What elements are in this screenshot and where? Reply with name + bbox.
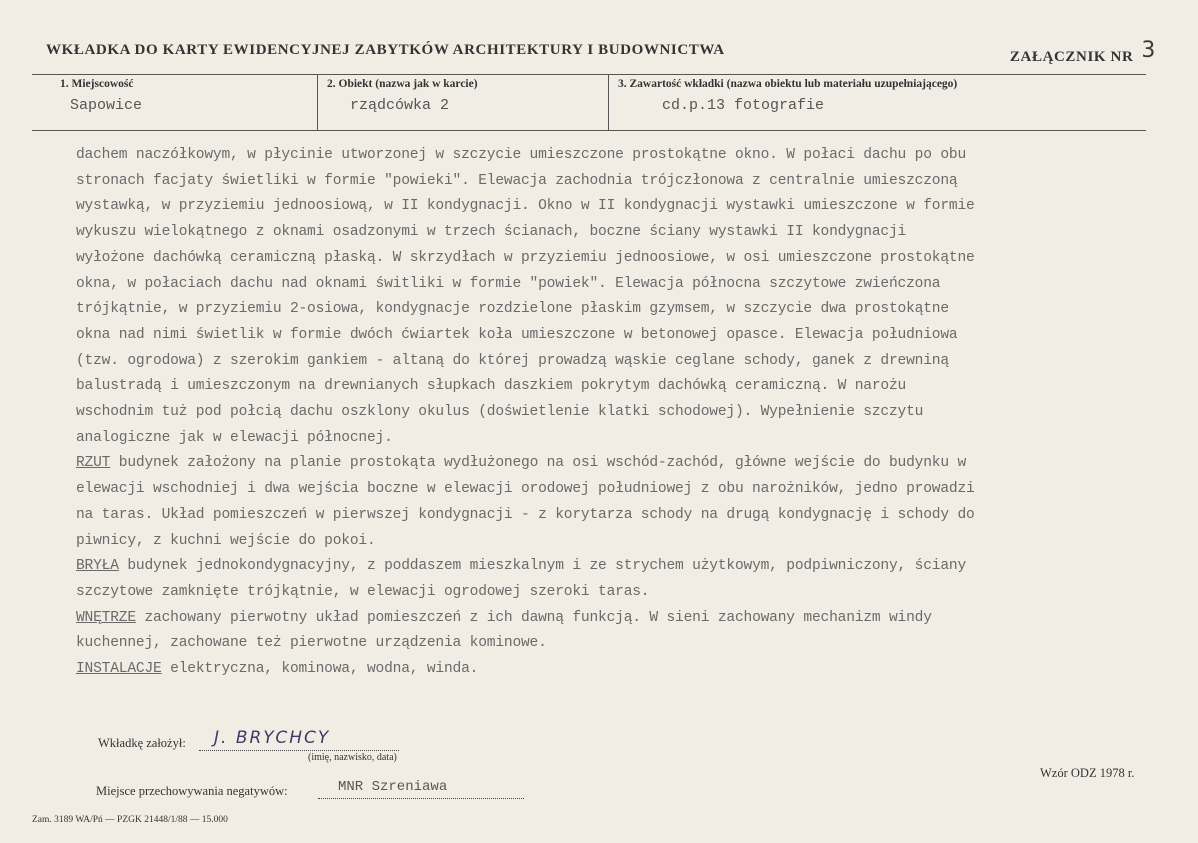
text-line: wystawką, w przyziemiu jednoosiową, w II kondygnacji. Okno w II kondygnacji wystawki umieszczone w formie: [76, 198, 975, 215]
created-by-line: [199, 750, 399, 751]
created-by-label: Wkładkę założył:: [98, 736, 186, 750]
negatives-value: MNR Szreniawa: [338, 779, 448, 795]
text-line: BRYŁA budynek jednokondygnacyjny, z poddaszem mieszkalnym i ze strychem użytkowym, podpiwniczony, ściany: [76, 558, 967, 575]
fields-divider: [32, 130, 1146, 131]
text-line: na taras. Układ pomieszczeń w pierwszej kondygnacji - z korytarza schody na drugą kondygnację i schody do: [76, 506, 975, 523]
negatives-label: Miejsce przechowywania negatywów:: [96, 784, 288, 798]
description-text: [76, 143, 1144, 683]
place-value: Sapowice: [70, 97, 143, 114]
text-line: dachem naczółkowym, w płycinie utworzonej w szczycie umieszczone prostokątne okno. W połaci dachu po obu: [76, 147, 966, 163]
document-title: WKŁADKA DO KARTY EWIDENCYJNEJ ZABYTKÓW ARCHITEKTURY I BUDOWNICTWA: [46, 42, 725, 58]
text-line: WNĘTRZE zachowany pierwotny układ pomieszczeń z ich dawną funkcją. W sieni zachowany mechanizm windy: [76, 609, 932, 626]
document-header: [46, 38, 1156, 65]
place-label: 1. Miejscowość: [60, 78, 134, 90]
text-line: balustradą i umieszczonym na drewnianych słupkach daszkiem pokrytym dachówką ceramiczną. W narożu: [76, 378, 907, 395]
attachment-number: ZAŁĄCZNIK NR 3: [1009, 38, 1156, 65]
section-heading-bryla: BRYŁA: [76, 558, 119, 575]
text-line: analogiczne jak w elewacji północnej.: [76, 429, 393, 446]
attachment-number-value: 3: [1141, 38, 1156, 63]
section-heading-instalacje: INSTALACJE: [76, 661, 162, 678]
field-divider-1: [317, 74, 318, 130]
text-line: okna, w połaciach dachu nad oknami świtliki w formie "powiek". Elewacja północna szczytowe zwieńczona: [76, 275, 941, 292]
content-value: cd.p.13 fotografie: [662, 97, 825, 114]
field-divider-2: [608, 74, 609, 130]
text-line: szczytowe zamknięte trójkątnie, w elewacji ogrodowej szeroki taras.: [76, 583, 650, 600]
text-line: wschodnim tuż pod połcią dachu oszklony okulus (doświetlenie klatki schodowej). Wypełnienie szczytu: [76, 404, 924, 421]
text-line: elewacji wschodniej i dwa wejścia boczne w elewacji orodowej południowej z obu narożników, jedno prowadzi: [76, 481, 975, 498]
text-line: stronach facjaty świetliki w formie "powieki". Elewacja zachodnia trójczłonowa z centralnie umieszczoną: [76, 172, 958, 189]
text-line: wyłożone dachówką ceramiczną płaską. W skrzydłach w przyziemiu jednoosiowe, w osi umieszczone prostokątne: [76, 249, 975, 266]
text-line: okna nad nimi świetlik w formie dwóch ćwiartek koła umieszczone w betonowej opasce. Elewacja południowa: [76, 326, 958, 343]
template-version: Wzór ODZ 1978 r.: [1040, 766, 1135, 780]
object-label: 2. Obiekt (nazwa jak w karcie): [327, 78, 478, 90]
text-line: trójkątnie, w przyziemiu 2-osiowa, kondygnacje rozdzielone płaskim gzymsem, w szczycie dwa prostokątne: [76, 301, 949, 318]
header-divider: [32, 74, 1146, 75]
created-by-sublabel: (imię, nazwisko, data): [308, 752, 397, 763]
text-line: RZUT budynek założony na planie prostokąta wydłużonego na osi wschód-zachód, główne wejście do budynku w: [76, 455, 967, 472]
section-heading-wnetrze: WNĘTRZE: [76, 609, 136, 626]
text-line: kuchennej, zachowane też pierwotne urządzenia kominowe.: [76, 635, 547, 652]
content-label: 3. Zawartość wkładki (nazwa obiektu lub materiału uzupełniającego): [618, 78, 958, 90]
print-info: Zam. 3189 WA/Pń — PZGK 21448/1/88 — 15.000: [32, 815, 228, 825]
created-by-signature: J. BRYCHCY: [214, 728, 331, 748]
text-line: (tzw. ogrodowa) z szerokim gankiem - altaną do której prowadzą wąskie ceglane schody, ganek z drewniną: [76, 352, 949, 369]
negatives-line: [318, 798, 524, 799]
text-line: INSTALACJE elektryczna, kominowa, wodna, winda.: [76, 661, 479, 678]
text-line: piwnicy, z kuchni wejście do pokoi.: [76, 532, 376, 549]
section-heading-rzut: RZUT: [76, 455, 111, 472]
text-line: wykuszu wielokątnego z oknami osadzonymi w trzech ścianach, boczne ściany wystawki II kondygnacji: [76, 224, 907, 241]
object-value: rządcówka 2: [350, 97, 450, 114]
